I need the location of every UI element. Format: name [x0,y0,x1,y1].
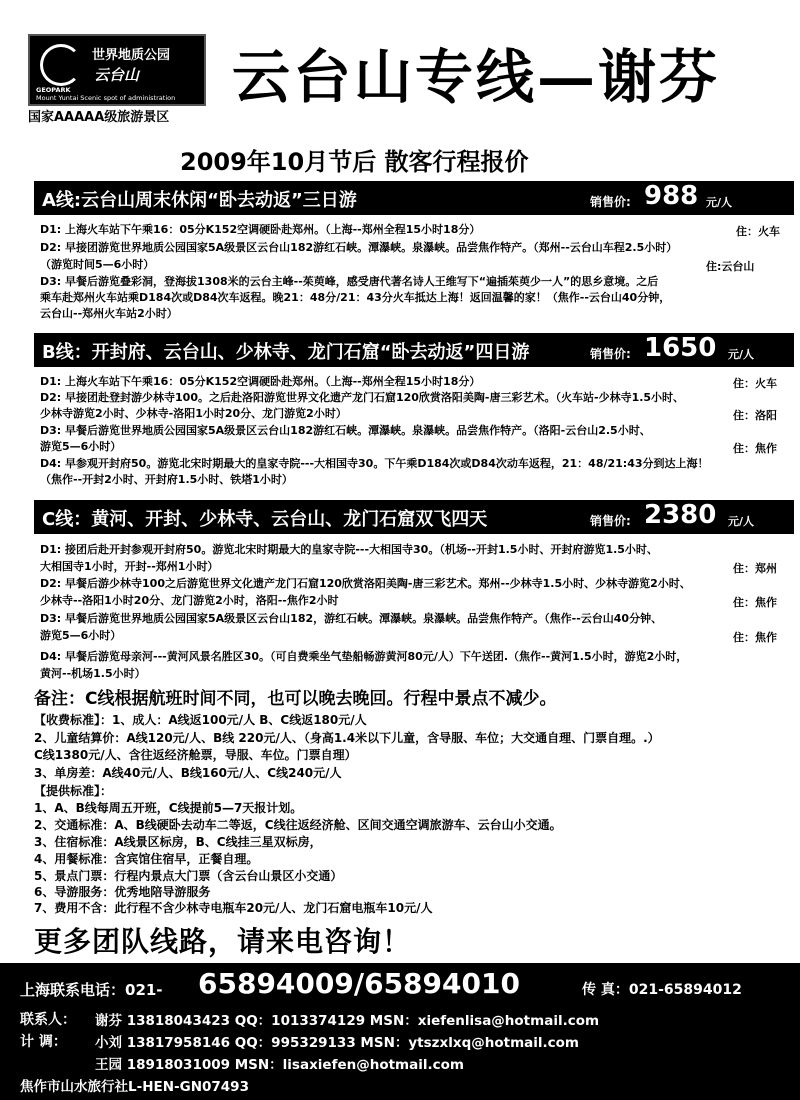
route-b-stay: 住：洛阳 [733,409,777,422]
provide-line: 3、住宿标准：A线景区标房，B、C线挂三星双标房， [34,835,322,849]
plan-label: 计 调： [20,1034,67,1050]
fax-number: 传 真：021-65894012 [582,982,742,998]
route-b-price-label: 销售价: [590,347,631,361]
geopark-emblem-icon [40,44,82,86]
phone-label: 上海联系电话：021- [20,981,163,999]
contact-footer [0,963,800,1100]
fee-line: 【收费标准】：1、成人：A线返100元/人 B、C线返180元/人 [34,713,367,727]
provide-line: 6、导游服务：优秀地陪导游服务 [34,885,211,899]
route-b-line: D2: 早接团赴登封游少林寺100。之后赴洛阳游览世界文化遗产龙门石窟120欣赏洛阳美陶-唐三彩艺术。（火车站-少林寺1.5小时、 [40,391,685,404]
fee-line: 3、单房差：A线40元/人、B线160元/人、C线240元/人 [34,766,342,780]
route-b-line: D3: 早餐后游览世界地质公园国家5A级景区云台山182游红石峡。潭瀑峡。泉瀑峡。品尝焦作特产。（洛阳-云台山2.5小时、 [40,424,651,437]
route-c-unit: 元/人 [728,515,755,528]
logo-name-text: 云台山 [94,66,140,84]
route-b-unit: 元/人 [728,348,755,361]
logo-geopark-text: GEOPARK [36,86,71,94]
route-b-price: 1650 [644,333,717,363]
provide-line: 4、用餐标准：含宾馆住宿早，正餐自理。 [34,852,259,866]
route-c-line: D2: 早餐后游少林寺100之后游览世界文化遗产龙门石窟120欣赏洛阳美陶-唐三彩艺术。郑州--少林寺1.5小时、少林寺游览2小时、 [40,577,691,590]
route-b-title: B线：开封府、云台山、少林寺、龙门石窟“卧去动返”四日游 [42,342,530,363]
route-a-price-label: 销售价: [590,195,631,209]
logo [28,34,206,106]
fee-line: C线1380元/人、含往返经济舱票，导服、车位。门票自理） [34,748,357,762]
route-b-line: D1: 上海火车站下午乘16：05分K152空调硬卧赴郑州。（上海--郑州全程15小时18分） [40,375,481,388]
note-text: 备注：C线根据航班时间不同，也可以晚去晚回。行程中景点不减少。 [34,689,557,709]
rating-text: 国家AAAAA级旅游景区 [28,110,170,125]
route-b-line: 少林寺游览2小时、少林寺-洛阳1小时20分、龙门游览2小时） [40,407,347,420]
fee-line: 2、儿童结算价：A线120元/人、B线 220元/人、（身高1.4米以下儿童，含导服、车位；大交通自理、门票自理。.） [34,731,660,745]
route-c-price: 2380 [644,500,717,530]
logo-english-text: Mount Yuntai Scenic spot of administration [36,94,176,102]
route-c-line: D3: 早餐后游览世界地质公园国家5A级景区云台山182，游红石峡。潭瀑峡。泉瀑峡。品尝焦作特产。（焦作--云台山40分钟、 [40,612,663,625]
route-c-line: 游览5—6小时） [40,629,122,642]
route-a-line: 乘车赴郑州火车站乘D184次或D84次车返程。晚21：48分/21：43分火车抵达上海！返回温馨的家！（焦作--云台山40分钟， [40,291,671,304]
provide-line: 1、A、B线每周五开班，C线提前5—7天报计划。 [34,801,303,815]
route-a-title: A线:云台山周末休闲“卧去动返”三日游 [42,190,357,211]
route-a-unit: 元/人 [706,196,733,209]
contact-line: 小刘 13817958146 QQ：995329133 MSN：ytszxlxq@hotmail.com [95,1035,579,1051]
route-a-line: D1: 上海火车站下午乘16：05分K152空调硬卧赴郑州。（上海--郑州全程15小时18分） [40,223,481,236]
phone-number: 65894009/65894010 [198,967,520,1000]
route-c-header [34,500,794,534]
route-b-line: （焦作--开封2小时、开封府1.5小时、铁塔1小时） [40,473,293,486]
route-a-stay: 住:云台山 [706,260,755,273]
agency-license: 焦作市山水旅行社L-HEN-GN07493 [20,1079,249,1095]
logo-park-text: 世界地质公园 [92,48,171,63]
route-a-price: 988 [644,181,699,211]
route-a-line: D2: 早接团游览世界地质公园国家5A级景区云台山182游红石峡。潭瀑峡。泉瀑峡。品尝焦作特产。（郑州--云台山车程2.5小时） [40,241,678,254]
route-a-line: D3: 早餐后游览叠彩洞，登海拔1308米的云台主峰--茱萸峰，感受唐代著名诗人王维写下“遍插茱萸少一人”的思乡意境。之后 [40,275,659,288]
route-c-stay: 住：郑州 [733,562,777,575]
contact-line: 王园 18918031009 MSN：lisaxiefen@hotmail.com [95,1057,464,1073]
route-a-line: （游览时间5—6小时） [40,258,155,271]
route-c-line: D4: 早餐后游览母亲河---黄河风景名胜区30。（可自费乘坐气垫船畅游黄河80元/人）下午送团.（焦作--黄河1.5小时，游览2小时， [40,650,688,663]
route-b-line: 游览5—6小时） [40,440,122,453]
route-c-line: 黄河--机场1.5小时） [40,667,146,680]
route-c-stay: 住：焦作 [733,596,777,609]
route-c-price-label: 销售价: [590,514,631,528]
route-a-stay: 住：火车 [736,225,780,238]
route-c-line: 大相国寺1小时，开封--郑州1小时） [40,560,219,573]
provide-line: 【提供标准】： [34,784,113,798]
route-c-line: D1: 接团后赴开封参观开封府50。游览北宋时期最大的皇家寺院---大相国寺30。（机场--开封1.5小时、开封府游览1.5小时、 [40,543,658,556]
route-b-stay: 住：火车 [733,377,777,390]
page-title: 云台山专线—谢芬 [232,43,721,111]
route-b-line: D4: 早参观开封府50。游览北宋时期最大的皇家寺院---大相国寺30。下午乘D184次或D84次动车返程，21：48/21:43分到达上海！ [40,457,709,470]
route-c-stay: 住：焦作 [733,631,777,644]
page-subtitle: 2009年10月节后 散客行程报价 [180,148,529,176]
route-a-line: 云台山--郑州火车站2小时） [40,307,178,320]
contact-line: 谢芬 13818043423 QQ：1013374129 MSN：xiefenlisa@hotmail.com [95,1013,600,1029]
route-a-header [34,181,794,215]
provide-line: 7、费用不含：此行程不含少林寺电瓶车20元/人、龙门石窟电瓶车10元/人 [34,901,433,915]
route-c-title: C线：黄河、开封、少林寺、云台山、龙门石窟双飞四天 [42,509,488,530]
provide-line: 2、交通标准：A、B线硬卧去动车二等返，C线往返经济舱、区间交通空调旅游车、云台山小交通。 [34,818,562,832]
contact-label: 联系人： [20,1012,76,1028]
route-c-line: 少林寺--洛阳1小时20分、龙门游览2小时，洛阳--焦作2小时 [40,594,339,607]
route-b-header [34,333,794,367]
provide-line: 5、景点门票：行程内景点大门票（含云台山景区小交通） [34,869,343,883]
slogan-text: 更多团队线路，请来电咨询！ [34,925,412,958]
route-b-stay: 住：焦作 [733,442,777,455]
